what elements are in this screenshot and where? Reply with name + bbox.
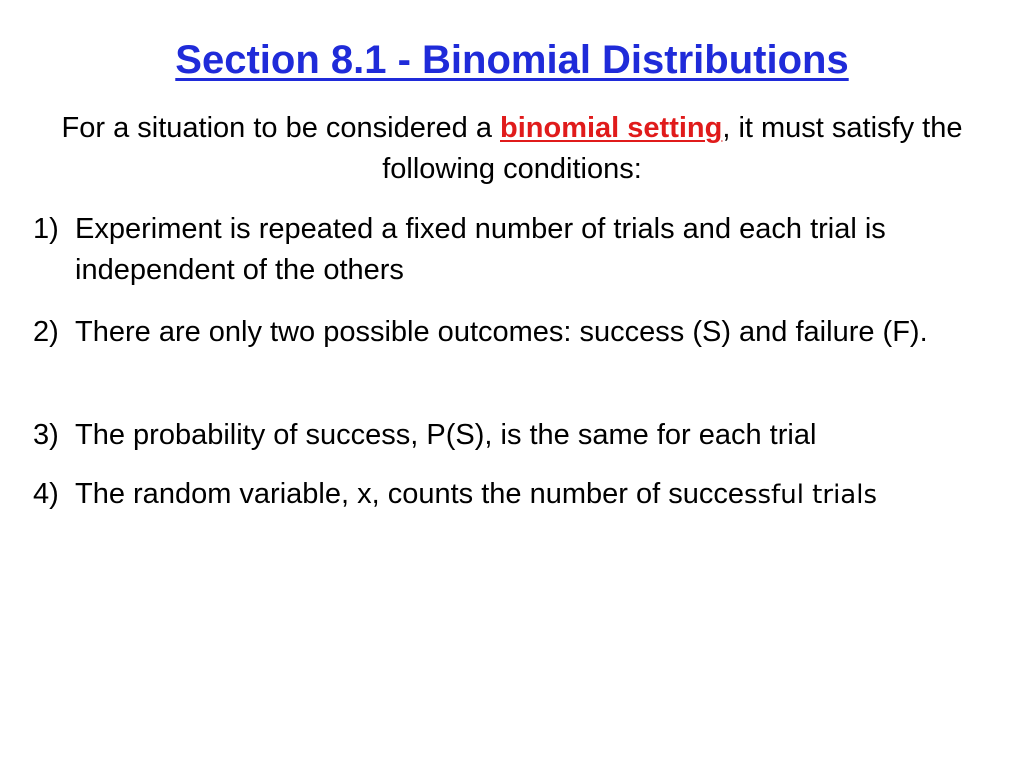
condition-text: The probability of success, P(S), is the same for each trial [75, 419, 817, 451]
slide-title: Section 8.1 - Binomial Distributions [175, 38, 849, 82]
intro-paragraph [40, 108, 984, 190]
condition-text-small: ssful trials [743, 480, 877, 510]
intro-text-before: For a situation to be considered a [61, 112, 500, 144]
condition-text [75, 474, 993, 516]
condition-number: 1) [33, 213, 59, 245]
condition-3 [33, 415, 993, 456]
condition-text: Experiment is repeated a fixed number of trials and each trial is independent of the others [75, 213, 886, 286]
condition-text: There are only two possible outcomes: success (S) and failure (F). [75, 316, 928, 348]
condition-text-main: The random variable, x, counts the number of succe [75, 478, 744, 510]
condition-number: 3) [33, 419, 59, 451]
condition-number: 4) [33, 478, 59, 510]
condition-2 [33, 312, 993, 353]
condition-number: 2) [33, 316, 59, 348]
condition-1 [33, 209, 993, 291]
intro-text-after: , it must satisfy the following conditions: [382, 112, 963, 185]
binomial-setting-term: binomial setting [500, 112, 723, 144]
condition-4 [33, 474, 993, 516]
